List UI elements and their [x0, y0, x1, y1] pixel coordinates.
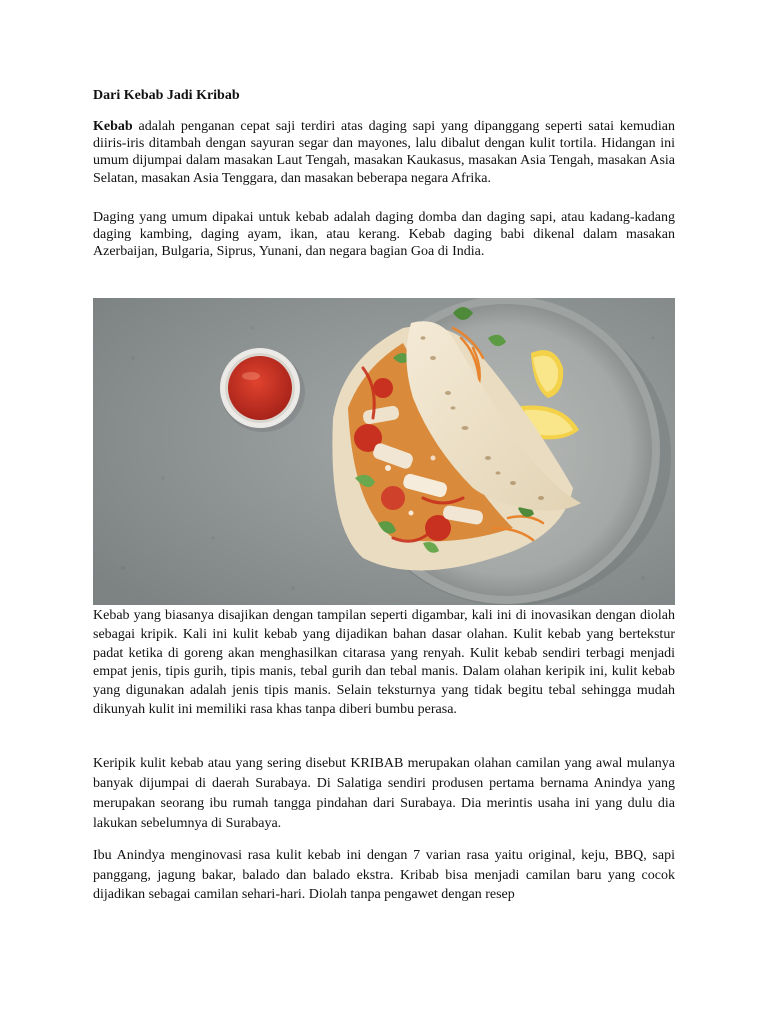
paragraph-kribab-variants: Ibu Anindya menginovasi rasa kulit kebab ini dengan 7 varian rasa yaitu original, keju, BBQ, sapi panggang, jagung bakar, balado dan balado ekstra. Kribab bisa menjadi camilan baru yang cocok dijadikan sebagai camilan sehari-hari. Diolah tanpa pengawet dengan resep — [93, 848, 675, 902]
paragraph-kebab-meats: Daging yang umum dipakai untuk kebab adalah daging domba dan daging sapi, atau kadang-kadang daging kambing, daging ayam, ikan, atau kerang. Kebab daging babi dikenal dalam masakan Azerbaijan, Bulgaria, Siprus, Yunani, dan negara bagian Goa di India. — [93, 210, 675, 260]
paragraph-kebab-definition — [93, 118, 675, 187]
paragraph-kribab-innovation: Kebab yang biasanya disajikan dengan tampilan seperti digambar, kali ini di inovasikan dengan diolah sebagai kripik. Kali ini kulit kebab yang dijadikan bahan dasar olahan. Kulit kebab yang bertekstur padat ketika di goreng akan menghasilkan citarasa yang renyah. Kulit kebab sendiri terbagi menjadi empat jenis, tipis gurih, tipis manis, tebal gurih dan tebal manis. Dalam olahan keripik ini, kulit kebab yang digunakan adalah jenis tipis manis. Selain teksturnya yang tidak begitu tebal sehingga mudah dikunyah kulit ini memiliki rasa khas tanpa diberi bumbu perasa. — [93, 608, 675, 717]
kebab-photo — [93, 298, 675, 605]
paragraph-lead-term: Kebab — [93, 119, 133, 134]
document-title: Dari Kebab Jadi Kribab — [93, 88, 240, 103]
paragraph-kribab-origin: Keripik kulit kebab atau yang sering disebut KRIBAB merupakan olahan camilan yang awal mulanya banyak dijumpai di daerah Surabaya. Di Salatiga sendiri produsen pertama bernama Anindya yang merupakan seorang ibu rumah tangga pindahan dari Surabaya. Dia merintis usaha ini yang dulu dia lakukan sebelumnya di Surabaya. — [93, 756, 675, 831]
paragraph-body: adalah penganan cepat saji terdiri atas daging sapi yang dipanggang seperti satai kemudian diiris-iris ditambah dengan sayuran segar dan mayones, lalu dibalut dengan kulit tortila. Hidangan ini umum dijumpai dalam masakan Laut Tengah, masakan Kaukasus, masakan Asia Tengah, masakan Asia Selatan, masakan Asia Tenggara, dan masakan beberapa negara Afrika. — [93, 119, 675, 186]
